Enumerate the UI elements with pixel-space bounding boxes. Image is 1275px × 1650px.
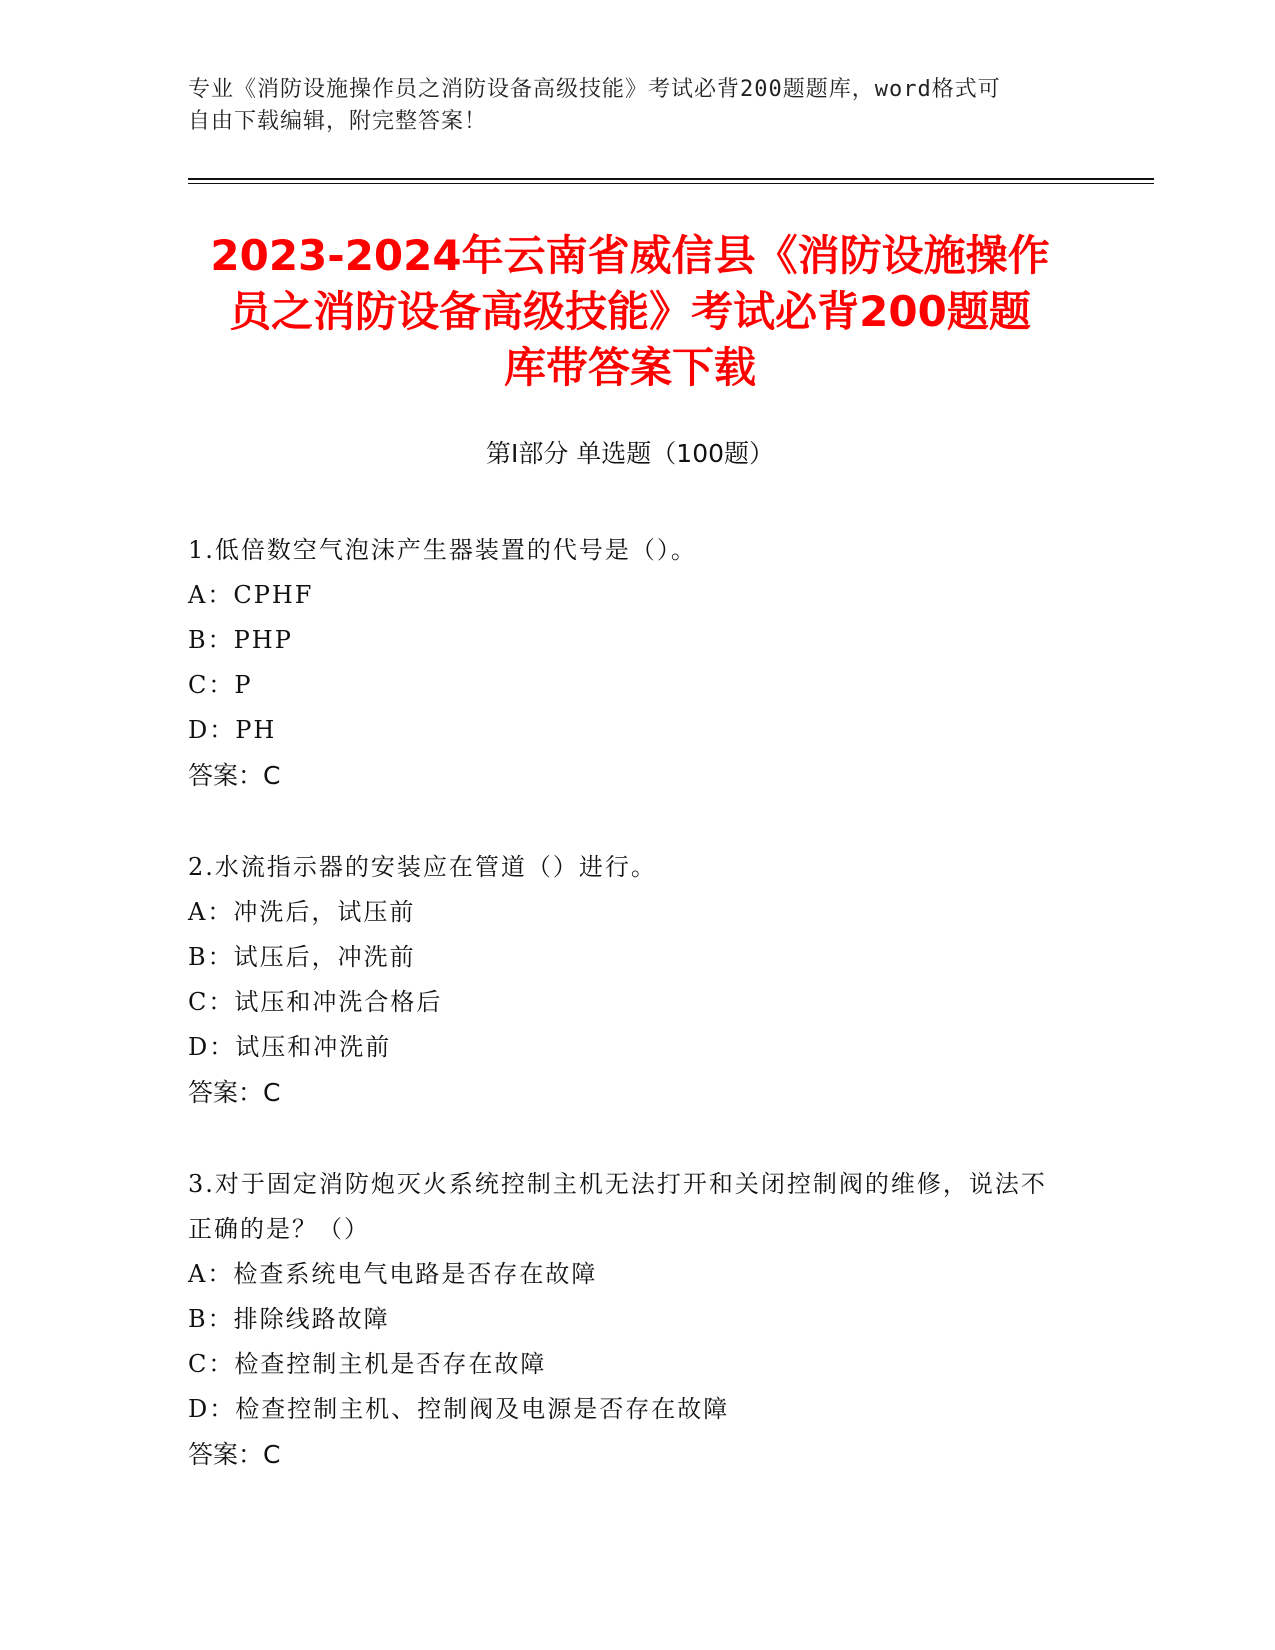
question-text: 3.对于固定消防炮灭火系统控制主机无法打开和关闭控制阀的维修，说法不正确的是？（） — [188, 1170, 1047, 1243]
question-text: 2.水流指示器的安装应在管道（）进行。 — [188, 853, 657, 881]
header-rule-thin — [188, 183, 1154, 184]
question-list — [188, 528, 1088, 1524]
option-d: D：PH — [188, 716, 277, 744]
option-d: D：试压和冲洗前 — [188, 1033, 392, 1061]
section-title: 第Ⅰ部分 单选题（100题） — [485, 439, 775, 468]
option-c: C：P — [188, 671, 253, 699]
question-2 — [188, 845, 1088, 1115]
answer: 答案：C — [188, 761, 281, 790]
question-3 — [188, 1162, 1088, 1477]
question-1 — [188, 528, 1088, 798]
document-title — [180, 228, 1080, 396]
option-b: B：排除线路故障 — [188, 1305, 390, 1333]
option-a: A：冲洗后，试压前 — [188, 898, 416, 926]
answer: 答案：C — [188, 1078, 281, 1107]
option-a: A：检查系统电气电路是否存在故障 — [188, 1260, 598, 1288]
option-c: C：试压和冲洗合格后 — [188, 988, 443, 1016]
header-note — [188, 74, 1068, 138]
option-b: B：PHP — [188, 626, 293, 654]
answer: 答案：C — [188, 1440, 281, 1469]
option-c: C：检查控制主机是否存在故障 — [188, 1350, 547, 1378]
header-note-line-2: 自由下载编辑，附完整答案！ — [188, 109, 488, 134]
option-b: B：试压后，冲洗前 — [188, 943, 416, 971]
option-d: D：检查控制主机、控制阀及电源是否存在故障 — [188, 1395, 730, 1423]
question-text: 1.低倍数空气泡沫产生器装置的代号是（）。 — [188, 536, 697, 564]
title-line-1: 2023-2024年云南省威信县《消防设施操作 — [210, 231, 1050, 280]
header-rule-thick — [188, 178, 1154, 180]
header-note-line-1: 专业《消防设施操作员之消防设备高级技能》考试必背200题题库，word格式可 — [188, 77, 1001, 102]
title-line-3: 库带答案下载 — [503, 343, 756, 392]
option-a: A：CPHF — [188, 581, 314, 609]
title-line-2: 员之消防设备高级技能》考试必背200题题 — [229, 287, 1031, 336]
